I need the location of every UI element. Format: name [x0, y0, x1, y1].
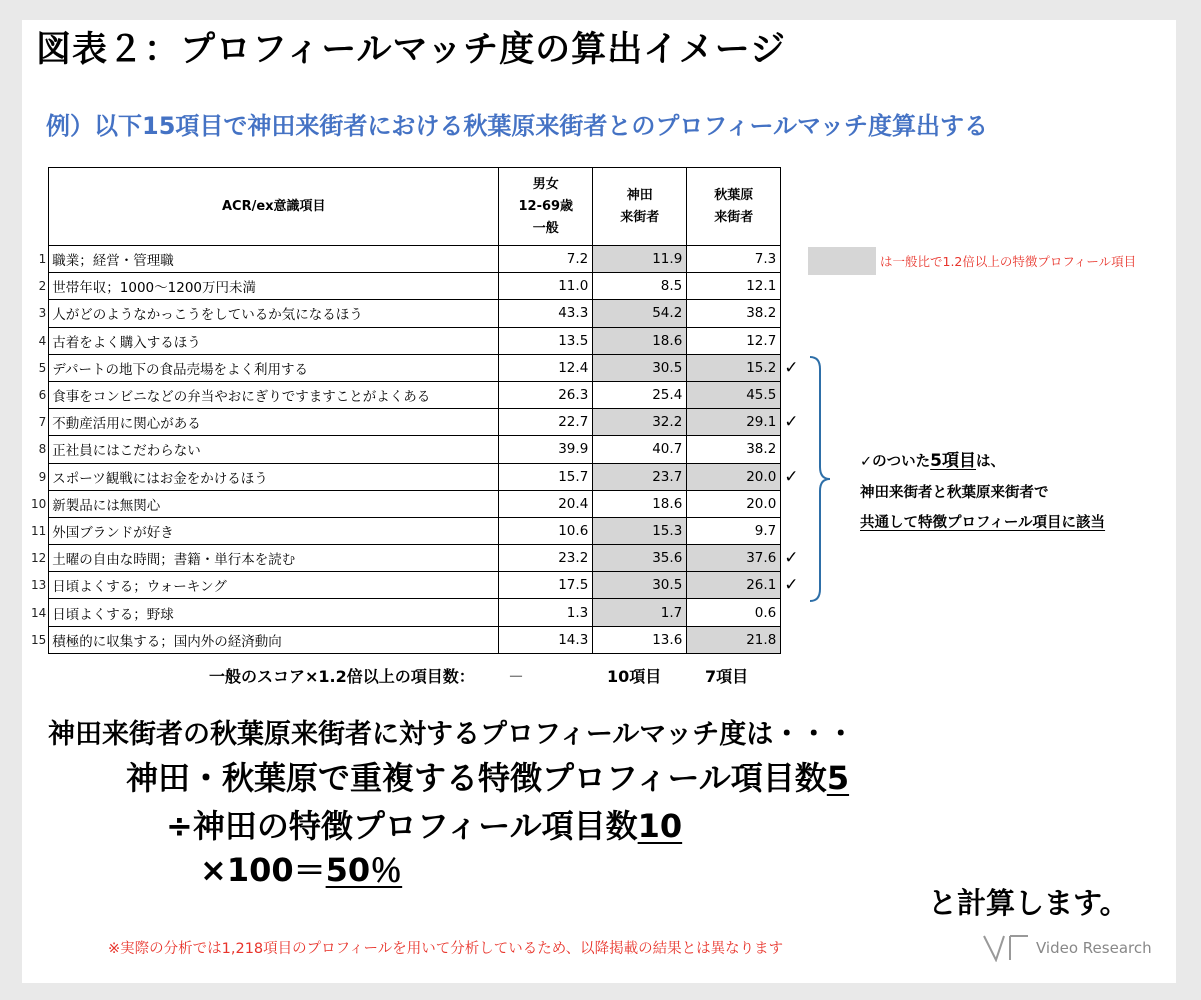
row-item: デパートの地下の食品売場をよく利用する [49, 354, 499, 381]
header-akiba [687, 168, 781, 246]
row-general-value: 11.0 [499, 273, 593, 300]
row-item: スポーツ観戦にはお金をかけるほう [49, 463, 499, 490]
formula-line-3-text: ×100＝ [200, 851, 326, 889]
table-row [31, 599, 799, 626]
row-kanda-value: 13.6 [593, 626, 687, 653]
row-item: 不動産活用に関心がある [49, 409, 499, 436]
table-row [31, 572, 799, 599]
row-general-value: 12.4 [499, 354, 593, 381]
video-research-logo-icon [982, 934, 1030, 962]
row-akiba-value: 0.6 [687, 599, 781, 626]
row-kanda-value: 18.6 [593, 490, 687, 517]
table-row [31, 354, 799, 381]
check-mark-icon [781, 246, 799, 273]
note-line-3 [860, 511, 1105, 532]
formula-line-2-text: ÷神田の特徴プロフィール項目数 [166, 807, 638, 845]
row-number: 1 [38, 252, 47, 267]
table-row [31, 490, 799, 517]
header-general [499, 168, 593, 246]
page-title: 図表２：プロフィールマッチ度の算出イメージ [36, 30, 787, 70]
row-number: 12 [31, 551, 47, 566]
header-kanda-line: 神田 [626, 187, 653, 203]
curly-brace-icon [808, 355, 832, 603]
check-mark-icon: ✓ [784, 548, 799, 569]
row-general-value: 39.9 [499, 436, 593, 463]
formula-line-1 [126, 753, 849, 799]
row-number: 2 [38, 279, 47, 294]
row-number: 4 [38, 333, 47, 348]
table-row [31, 517, 799, 544]
check-mark-icon [781, 300, 799, 327]
row-general-value: 43.3 [499, 300, 593, 327]
count-general: － [508, 667, 525, 686]
count-kanda: 10項目 [607, 667, 662, 686]
check-mark-icon [781, 626, 799, 653]
check-mark-icon: ✓ [784, 412, 799, 433]
legend-swatch [808, 247, 876, 275]
row-kanda-value: 23.7 [593, 463, 687, 490]
formula-line-3 [200, 845, 402, 891]
row-kanda-value: 32.2 [593, 409, 687, 436]
header-general-line: 12-69歳 [518, 198, 574, 214]
check-mark-icon [781, 327, 799, 354]
count-label: 一般のスコア×1.2倍以上の項目数： [209, 667, 475, 686]
row-general-value: 17.5 [499, 572, 593, 599]
row-akiba-value: 38.2 [687, 300, 781, 327]
row-akiba-value: 12.7 [687, 327, 781, 354]
row-general-value: 1.3 [499, 599, 593, 626]
row-general-value: 20.4 [499, 490, 593, 517]
row-general-value: 23.2 [499, 545, 593, 572]
row-akiba-value: 38.2 [687, 436, 781, 463]
row-general-value: 10.6 [499, 517, 593, 544]
row-number: 10 [31, 496, 47, 511]
row-item: 土曜の自由な時間；書籍・単行本を読む [49, 545, 499, 572]
row-general-value: 14.3 [499, 626, 593, 653]
row-akiba-value: 21.8 [687, 626, 781, 653]
footnote: ※実際の分析では1,218項目のプロフィールを用いて分析しているため、以降掲載の結果とは異なります [108, 941, 784, 957]
header-kanda [593, 168, 687, 246]
row-akiba-value: 7.3 [687, 246, 781, 273]
check-mark-icon: ✓ [784, 357, 799, 378]
row-number: 13 [31, 578, 47, 593]
page-subtitle: 例）以下15項目で神田来街者における秋葉原来街者とのプロフィールマッチ度算出する [46, 112, 989, 140]
formula-line-1-value: 5 [826, 759, 850, 797]
row-item: 新製品には無関心 [49, 490, 499, 517]
header-general-line: 男女 [532, 176, 559, 192]
row-kanda-value: 30.5 [593, 354, 687, 381]
row-number: 14 [31, 605, 47, 620]
formula-line-2 [166, 801, 682, 847]
check-mark-icon: ✓ [784, 466, 799, 487]
table-row [31, 381, 799, 408]
header-index-blank [31, 168, 49, 246]
note-line-3-text: 共通して特徴プロフィール項目に該当 [860, 515, 1106, 531]
row-kanda-value: 25.4 [593, 381, 687, 408]
row-item: 外国ブランドが好き [49, 517, 499, 544]
row-number: 11 [31, 523, 47, 538]
note-suffix: は、 [976, 454, 1005, 470]
row-kanda-value: 8.5 [593, 273, 687, 300]
check-mark-icon [781, 381, 799, 408]
check-mark-icon: ✓ [784, 575, 799, 596]
table-row [31, 626, 799, 653]
row-akiba-value: 12.1 [687, 273, 781, 300]
row-akiba-value: 15.2 [687, 354, 781, 381]
row-kanda-value: 54.2 [593, 300, 687, 327]
row-kanda-value: 40.7 [593, 436, 687, 463]
header-item-label: ACR/ex意識項目 [222, 198, 326, 214]
table-row [31, 463, 799, 490]
row-item: 正社員にはこだわらない [49, 436, 499, 463]
formula-line-3-value: 50％ [325, 851, 403, 889]
row-kanda-value: 18.6 [593, 327, 687, 354]
row-kanda-value: 11.9 [593, 246, 687, 273]
profile-table [31, 167, 799, 654]
row-number: 6 [38, 388, 47, 403]
formula-line-1-text: 神田・秋葉原で重複する特徴プロフィール項目数 [126, 759, 827, 797]
row-akiba-value: 45.5 [687, 381, 781, 408]
row-general-value: 15.7 [499, 463, 593, 490]
header-akiba-line: 秋葉原 [714, 187, 754, 203]
row-akiba-value: 37.6 [687, 545, 781, 572]
row-item: 古着をよく購入するほう [49, 327, 499, 354]
check-mark-icon [781, 436, 799, 463]
row-akiba-value: 29.1 [687, 409, 781, 436]
row-number: 7 [38, 415, 47, 430]
row-kanda-value: 30.5 [593, 572, 687, 599]
formula-intro: 神田来街者の秋葉原来街者に対するプロフィールマッチ度は・・・ [48, 719, 855, 750]
note-line-1 [860, 446, 1005, 471]
row-item: 積極的に収集する；国内外の経済動向 [49, 626, 499, 653]
note-prefix: ✓のついた [860, 454, 931, 470]
row-item: 人がどのようなかっこうをしているか気になるほう [49, 300, 499, 327]
row-akiba-value: 9.7 [687, 517, 781, 544]
header-akiba-line: 来街者 [714, 209, 754, 225]
table-row [31, 436, 799, 463]
logo-text: Video Research [1036, 939, 1152, 957]
table-row [31, 300, 799, 327]
row-kanda-value: 1.7 [593, 599, 687, 626]
check-mark-icon [781, 490, 799, 517]
note-line-2: 神田来街者と秋葉原来街者で [860, 485, 1049, 501]
row-general-value: 13.5 [499, 327, 593, 354]
row-general-value: 7.2 [499, 246, 593, 273]
row-item: 食事をコンビニなどの弁当やおにぎりですますことがよくある [49, 381, 499, 408]
row-akiba-value: 20.0 [687, 490, 781, 517]
legend-text: は一般比で1.2倍以上の特徴プロフィール項目 [880, 254, 1137, 269]
header-kanda-line: 来街者 [620, 209, 660, 225]
formula-line-2-value: 10 [637, 807, 683, 845]
row-kanda-value: 35.6 [593, 545, 687, 572]
check-mark-icon [781, 273, 799, 300]
table-row [31, 327, 799, 354]
note-count: 5項目 [930, 451, 976, 471]
row-number: 15 [31, 632, 47, 647]
row-general-value: 26.3 [499, 381, 593, 408]
header-check-blank [781, 168, 799, 246]
row-akiba-value: 20.0 [687, 463, 781, 490]
table-row [31, 246, 799, 273]
count-akiba: 7項目 [705, 667, 749, 686]
header-general-line: 一般 [532, 220, 559, 236]
row-item: 世帯年収；1000～1200万円未満 [49, 273, 499, 300]
row-akiba-value: 26.1 [687, 572, 781, 599]
row-item: 日頃よくする；野球 [49, 599, 499, 626]
row-kanda-value: 15.3 [593, 517, 687, 544]
formula-closing: と計算します。 [928, 886, 1129, 920]
row-number: 3 [38, 306, 47, 321]
row-number: 9 [38, 469, 47, 484]
header-item [49, 168, 499, 246]
table-row [31, 273, 799, 300]
logo [982, 934, 1152, 962]
check-mark-icon [781, 517, 799, 544]
row-number: 5 [38, 360, 47, 375]
row-item: 日頃よくする；ウォーキング [49, 572, 499, 599]
row-item: 職業；経営・管理職 [49, 246, 499, 273]
row-general-value: 22.7 [499, 409, 593, 436]
check-mark-icon [781, 599, 799, 626]
table-row [31, 409, 799, 436]
table-row [31, 545, 799, 572]
row-number: 8 [38, 442, 47, 457]
